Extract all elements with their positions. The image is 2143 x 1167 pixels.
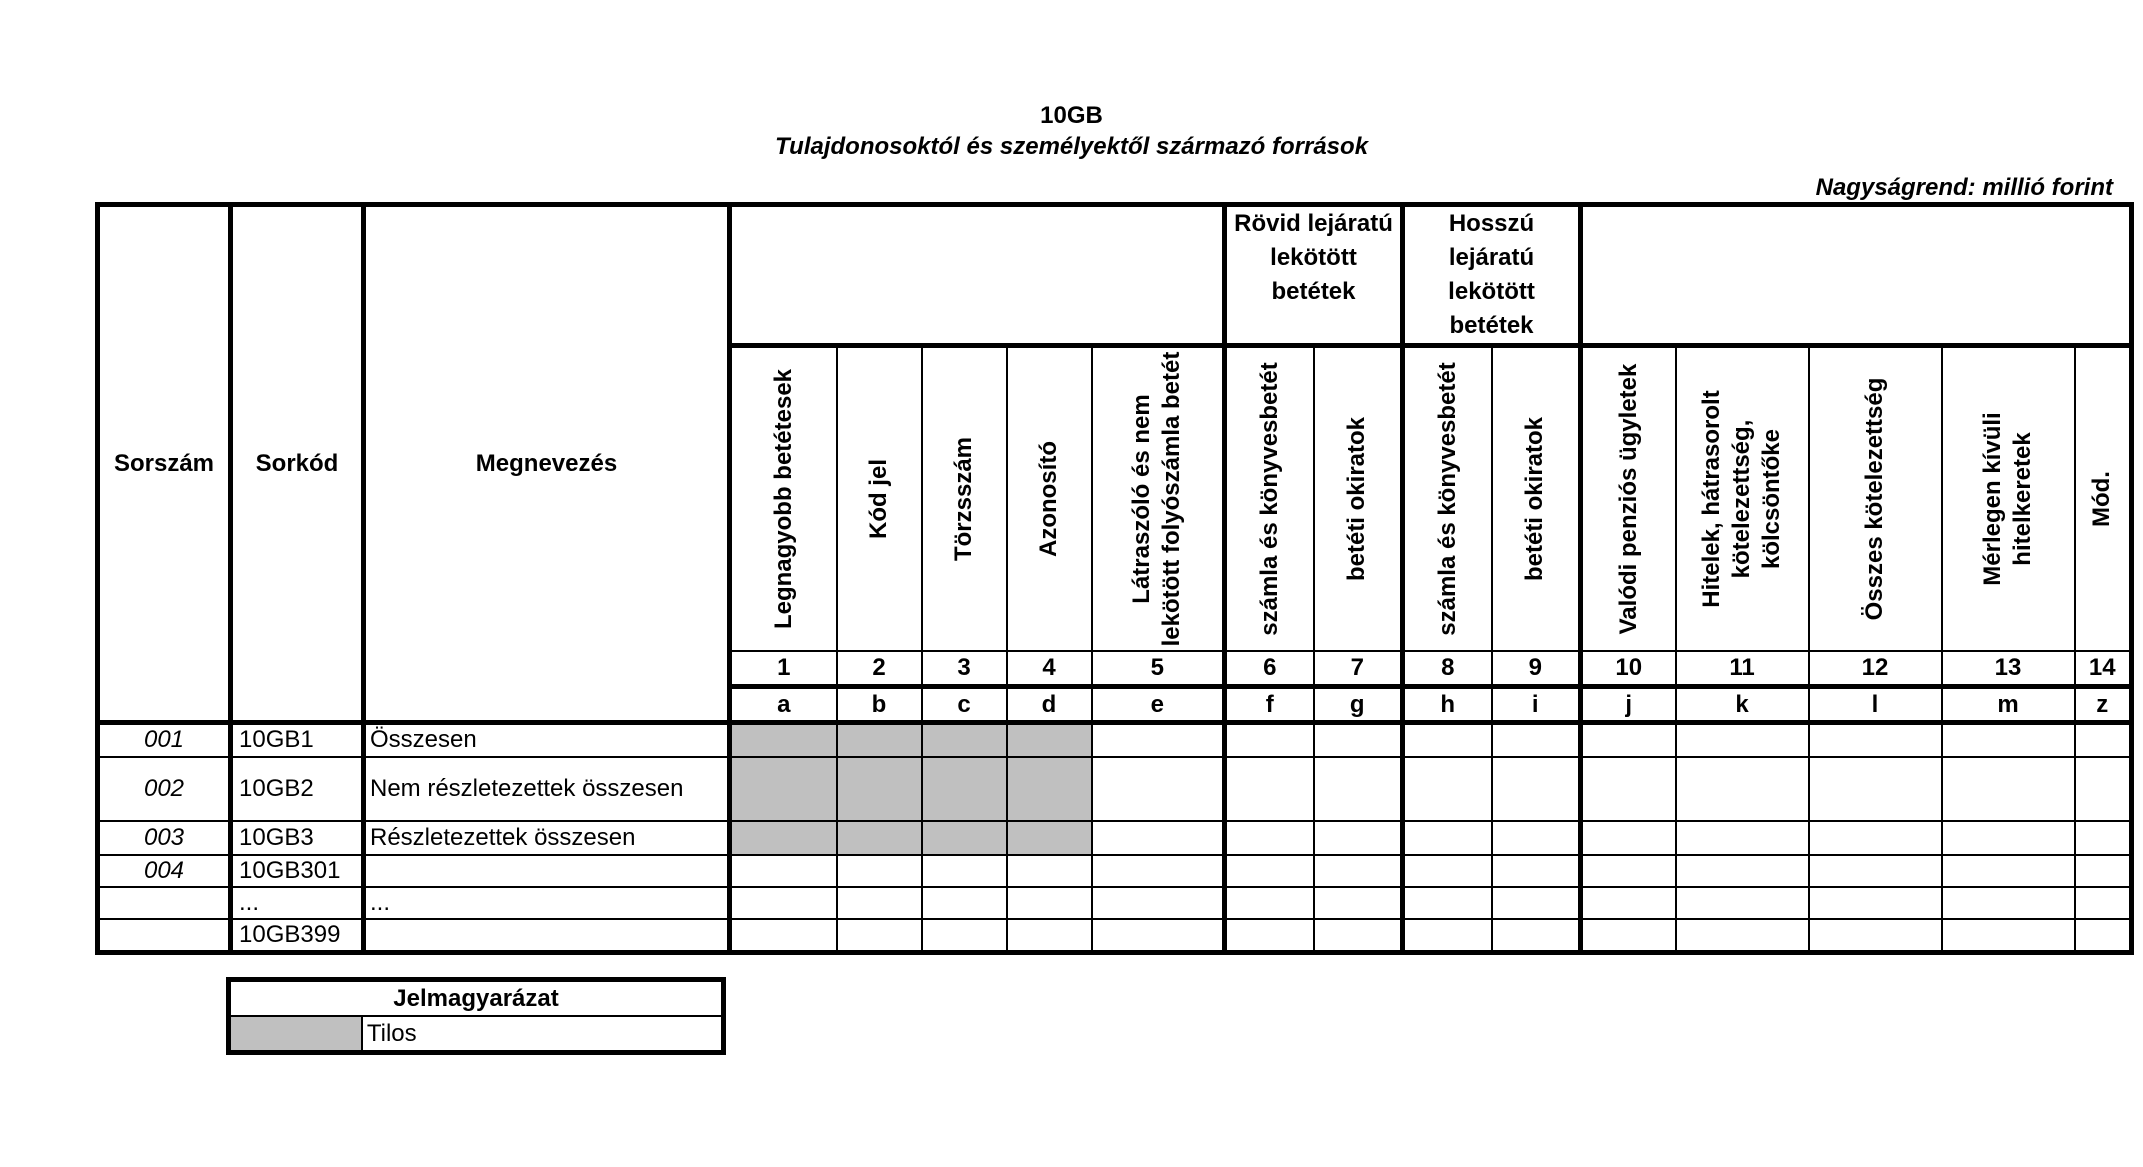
- data-cell[interactable]: [1809, 821, 1942, 855]
- table-code: 10GB: [1040, 102, 1103, 129]
- data-cell[interactable]: [1942, 723, 2075, 757]
- cell-megnevezes: Részletezettek összesen: [364, 821, 730, 855]
- data-cell[interactable]: [1942, 919, 2075, 953]
- col-number: 3: [922, 651, 1007, 687]
- col-number: 2: [837, 651, 922, 687]
- data-cell[interactable]: [1676, 919, 1809, 953]
- data-cell[interactable]: [837, 887, 922, 919]
- col-header-1: [730, 346, 837, 651]
- col-letter: i: [1492, 687, 1581, 723]
- data-cell[interactable]: [1225, 919, 1314, 953]
- cell-forbidden: [1007, 723, 1092, 757]
- data-cell[interactable]: [2075, 757, 2132, 821]
- col-header-label: Mérlegen kívüli hitelkeretek: [1979, 412, 2037, 586]
- col-header-13: [1942, 346, 2075, 651]
- cell-forbidden: [1007, 757, 1092, 821]
- legend-swatch-forbidden: [229, 1016, 362, 1053]
- col-letter: b: [837, 687, 922, 723]
- data-cell[interactable]: [1581, 855, 1676, 887]
- col-number: 8: [1403, 651, 1492, 687]
- cell-sorszam: [98, 887, 231, 919]
- cell-sorszam: [98, 919, 231, 953]
- data-table: [95, 202, 2134, 955]
- data-cell[interactable]: [1492, 723, 1581, 757]
- data-cell[interactable]: [1942, 821, 2075, 855]
- data-cell[interactable]: [1581, 723, 1676, 757]
- table-row: [98, 723, 2132, 757]
- col-header-label: számla és könyvesbetét: [1255, 362, 1283, 636]
- data-cell[interactable]: [1942, 855, 2075, 887]
- page-title: Tulajdonosoktól és személyektől származó források: [774, 133, 1369, 160]
- col-header-10: [1581, 346, 1676, 651]
- table-row: [98, 757, 2132, 821]
- group-header-long-term: Hosszú lejáratú lekötött betétek: [1403, 205, 1581, 346]
- data-cell[interactable]: [730, 919, 837, 953]
- data-cell[interactable]: [2075, 919, 2132, 953]
- cell-megnevezes: [364, 919, 730, 953]
- data-cell[interactable]: [1092, 821, 1225, 855]
- data-cell[interactable]: [1314, 887, 1403, 919]
- col-header-label: betéti okiratok: [1521, 416, 1549, 581]
- cell-sorszam: 002: [98, 757, 231, 821]
- table-row: [98, 855, 2132, 887]
- col-number: 1: [730, 651, 837, 687]
- data-cell[interactable]: [2075, 887, 2132, 919]
- col-header-label: számla és könyvesbetét: [1433, 362, 1461, 636]
- data-cell[interactable]: [1492, 887, 1581, 919]
- table-row: [98, 887, 2132, 919]
- col-number: 10: [1581, 651, 1676, 687]
- col-header-label: betéti okiratok: [1343, 416, 1371, 581]
- data-cell[interactable]: [1809, 919, 1942, 953]
- data-cell[interactable]: [922, 887, 1007, 919]
- data-cell[interactable]: [1942, 887, 2075, 919]
- cell-sorszam: 001: [98, 723, 231, 757]
- cell-sorszam: 004: [98, 855, 231, 887]
- cell-megnevezes: Nem részletezettek összesen: [364, 757, 730, 821]
- data-cell[interactable]: [1581, 887, 1676, 919]
- data-cell[interactable]: [1942, 757, 2075, 821]
- cell-megnevezes: ...: [364, 887, 730, 919]
- data-cell[interactable]: [1581, 919, 1676, 953]
- data-cell[interactable]: [1403, 887, 1492, 919]
- cell-forbidden: [730, 821, 837, 855]
- data-cell[interactable]: [1676, 887, 1809, 919]
- cell-sorkod: 10GB3: [231, 821, 364, 855]
- data-cell[interactable]: [1492, 919, 1581, 953]
- col-header-megnevezes: Megnevezés: [364, 205, 730, 723]
- cell-megnevezes: [364, 855, 730, 887]
- data-cell[interactable]: [1676, 855, 1809, 887]
- col-header-label: Kód jel: [865, 458, 892, 539]
- data-cell[interactable]: [1314, 757, 1403, 821]
- data-cell[interactable]: [1676, 821, 1809, 855]
- col-header-7: [1314, 346, 1403, 651]
- unit-label: Nagyságrend: millió forint: [1815, 174, 2113, 201]
- data-cell[interactable]: [1676, 723, 1809, 757]
- header-blank-group: [730, 205, 1225, 346]
- col-header-label: Valódi penziós ügyletek: [1614, 363, 1642, 635]
- col-header-label: Mód.: [2088, 470, 2116, 527]
- data-cell[interactable]: [1092, 723, 1225, 757]
- cell-forbidden: [837, 723, 922, 757]
- data-cell[interactable]: [1492, 821, 1581, 855]
- data-cell[interactable]: [1314, 855, 1403, 887]
- data-cell[interactable]: [1403, 757, 1492, 821]
- data-cell[interactable]: [1225, 723, 1314, 757]
- col-header-label: Hitelek, hátrasorolt kötelezettség, kölcsöntőke: [1698, 390, 1786, 608]
- cell-forbidden: [837, 757, 922, 821]
- data-cell[interactable]: [1092, 757, 1225, 821]
- cell-sorkod: 10GB301: [231, 855, 364, 887]
- col-letter: k: [1676, 687, 1809, 723]
- table-row: [98, 821, 2132, 855]
- cell-sorkod: 10GB2: [231, 757, 364, 821]
- data-cell[interactable]: [1403, 855, 1492, 887]
- col-number: 13: [1942, 651, 2075, 687]
- data-cell[interactable]: [1007, 887, 1092, 919]
- col-header-sorszam: Sorszám: [98, 205, 231, 723]
- col-letter: m: [1942, 687, 2075, 723]
- data-cell[interactable]: [1809, 887, 1942, 919]
- data-cell[interactable]: [1314, 821, 1403, 855]
- col-header-14: [2075, 346, 2132, 651]
- data-cell[interactable]: [1403, 723, 1492, 757]
- cell-forbidden: [837, 821, 922, 855]
- data-cell[interactable]: [1225, 757, 1314, 821]
- cell-sorkod: ...: [231, 887, 364, 919]
- cell-sorkod: 10GB399: [231, 919, 364, 953]
- data-cell[interactable]: [837, 919, 922, 953]
- col-number: 11: [1676, 651, 1809, 687]
- col-header-label: Látraszóló és nem lekötött folyószámla betét: [1128, 351, 1186, 647]
- group-header-short-term: Rövid lejáratú lekötött betétek: [1225, 205, 1403, 346]
- col-header-label: Legnagyobb betétesek: [769, 368, 797, 629]
- cell-forbidden: [730, 723, 837, 757]
- data-cell[interactable]: [1225, 821, 1314, 855]
- col-header-3: [922, 346, 1007, 651]
- data-cell[interactable]: [1492, 757, 1581, 821]
- col-header-5: [1092, 346, 1225, 651]
- data-cell[interactable]: [1314, 723, 1403, 757]
- data-cell[interactable]: [1403, 821, 1492, 855]
- data-cell[interactable]: [1007, 919, 1092, 953]
- col-header-12: [1809, 346, 1942, 651]
- data-cell[interactable]: [1007, 855, 1092, 887]
- data-cell[interactable]: [1092, 919, 1225, 953]
- col-header-4: [1007, 346, 1092, 651]
- col-letter: z: [2075, 687, 2132, 723]
- data-cell[interactable]: [730, 855, 837, 887]
- col-header-9: [1492, 346, 1581, 651]
- col-header-8: [1403, 346, 1492, 651]
- data-cell[interactable]: [1314, 919, 1403, 953]
- cell-forbidden: [922, 757, 1007, 821]
- data-cell[interactable]: [1225, 887, 1314, 919]
- header-blank-group-right: [1581, 205, 2132, 346]
- cell-sorkod: 10GB1: [231, 723, 364, 757]
- cell-forbidden: [730, 757, 837, 821]
- data-cell[interactable]: [1092, 887, 1225, 919]
- data-cell[interactable]: [922, 919, 1007, 953]
- legend-title: Jelmagyarázat: [229, 980, 724, 1017]
- data-cell[interactable]: [1809, 757, 1942, 821]
- data-cell[interactable]: [1225, 855, 1314, 887]
- data-cell[interactable]: [1403, 919, 1492, 953]
- data-cell[interactable]: [837, 855, 922, 887]
- cell-forbidden: [1007, 821, 1092, 855]
- cell-sorszam: 003: [98, 821, 231, 855]
- col-number: 7: [1314, 651, 1403, 687]
- cell-megnevezes: Összesen: [364, 723, 730, 757]
- col-letter: d: [1007, 687, 1092, 723]
- col-letter: g: [1314, 687, 1403, 723]
- data-cell[interactable]: [2075, 821, 2132, 855]
- col-header-sorkod: Sorkód: [231, 205, 364, 723]
- data-cell[interactable]: [730, 887, 837, 919]
- col-number: 4: [1007, 651, 1092, 687]
- data-cell[interactable]: [1581, 821, 1676, 855]
- col-letter: f: [1225, 687, 1314, 723]
- col-header-label: Azonosító: [1035, 440, 1062, 557]
- data-cell[interactable]: [922, 855, 1007, 887]
- cell-forbidden: [922, 821, 1007, 855]
- col-number: 5: [1092, 651, 1225, 687]
- data-cell[interactable]: [1492, 855, 1581, 887]
- col-header-6: [1225, 346, 1314, 651]
- table-row: [98, 919, 2132, 953]
- col-header-label: Törzsszám: [950, 436, 977, 561]
- data-cell[interactable]: [1581, 757, 1676, 821]
- data-cell[interactable]: [1676, 757, 1809, 821]
- legend-label-forbidden: Tilos: [362, 1016, 724, 1053]
- data-cell[interactable]: [2075, 723, 2132, 757]
- col-letter: l: [1809, 687, 1942, 723]
- col-letter: a: [730, 687, 837, 723]
- data-cell[interactable]: [1092, 855, 1225, 887]
- col-number: 12: [1809, 651, 1942, 687]
- col-letter: h: [1403, 687, 1492, 723]
- data-cell[interactable]: [1809, 723, 1942, 757]
- col-number: 14: [2075, 651, 2132, 687]
- col-header-label: Összes kötelezettség: [1861, 377, 1889, 621]
- col-header-2: [837, 346, 922, 651]
- data-cell[interactable]: [1809, 855, 1942, 887]
- cell-forbidden: [922, 723, 1007, 757]
- col-number: 9: [1492, 651, 1581, 687]
- col-header-11: [1676, 346, 1809, 651]
- data-cell[interactable]: [2075, 855, 2132, 887]
- legend-table: [226, 977, 726, 1055]
- col-number: 6: [1225, 651, 1314, 687]
- col-letter: e: [1092, 687, 1225, 723]
- col-letter: c: [922, 687, 1007, 723]
- col-letter: j: [1581, 687, 1676, 723]
